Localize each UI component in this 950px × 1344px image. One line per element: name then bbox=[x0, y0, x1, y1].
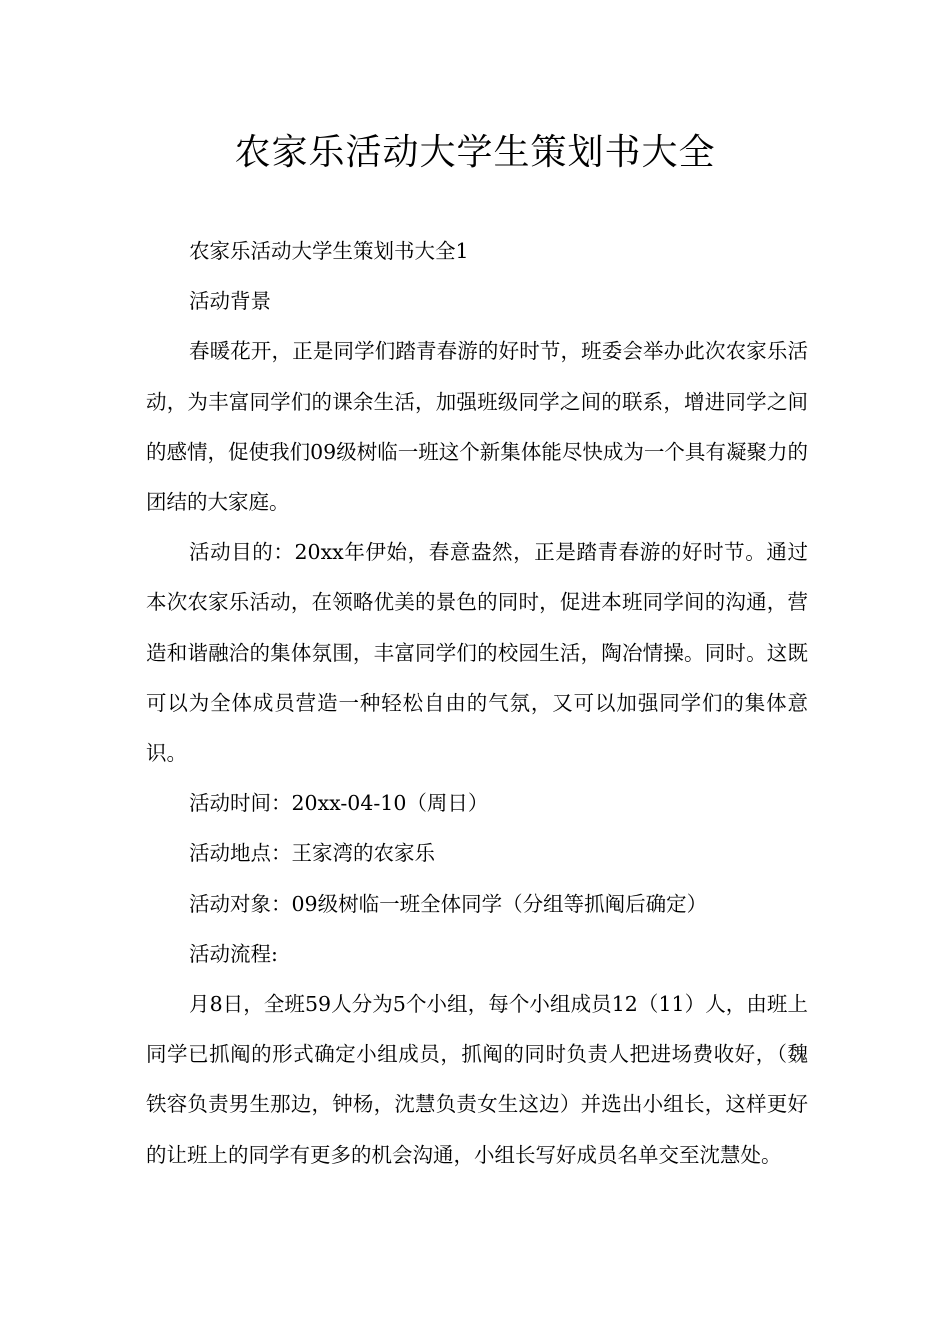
paragraph-process-heading: 活动流程: bbox=[189, 941, 278, 966]
document-body bbox=[146, 226, 808, 1180]
paragraph-location: 活动地点：王家湾的农家乐 bbox=[189, 841, 435, 866]
paragraph-process: 月8日，全班59人分为5个小组，每个小组成员12（11）人，由班上同学已抓阄的形式确定小组成员，抓阄的同时负责人把进场费收好，（魏铁容负责男生那边，钟杨，沈慧负责女生这边）并选出小组长，这样更好的让班上的同学有更多的机会沟通，小组长写好成员名单交至沈慧处。 bbox=[146, 992, 808, 1167]
section-heading: 农家乐活动大学生策划书大全1 bbox=[189, 239, 469, 263]
paragraph-time: 活动时间：20xx-04-10（周日） bbox=[189, 791, 489, 816]
document-title: 农家乐活动大学生策划书大全 bbox=[234, 132, 716, 173]
subheading-background: 活动背景 bbox=[189, 289, 271, 314]
paragraph-purpose: 活动目的：20xx年伊始，春意盎然，正是踏青春游的好时节。通过本次农家乐活动，在领略优美的景色的同时，促进本班同学间的沟通，营造和谐融洽的集体氛围，丰富同学们的校园生活，陶冶情操。同时。这既可以为全体成员营造一种轻松自由的气氛，又可以加强同学们的集体意识。 bbox=[146, 540, 808, 766]
paragraph-participants: 活动对象：09级树临一班全体同学（分组等抓阄后确定） bbox=[189, 891, 708, 916]
paragraph-background: 春暖花开，正是同学们踏青春游的好时节，班委会举办此次农家乐活动，为丰富同学们的课余生活，加强班级同学之间的联系，增进同学之间的感情，促使我们09级树临一班这个新集体能尽快成为一个具有凝聚力的团结的大家庭。 bbox=[146, 339, 808, 515]
